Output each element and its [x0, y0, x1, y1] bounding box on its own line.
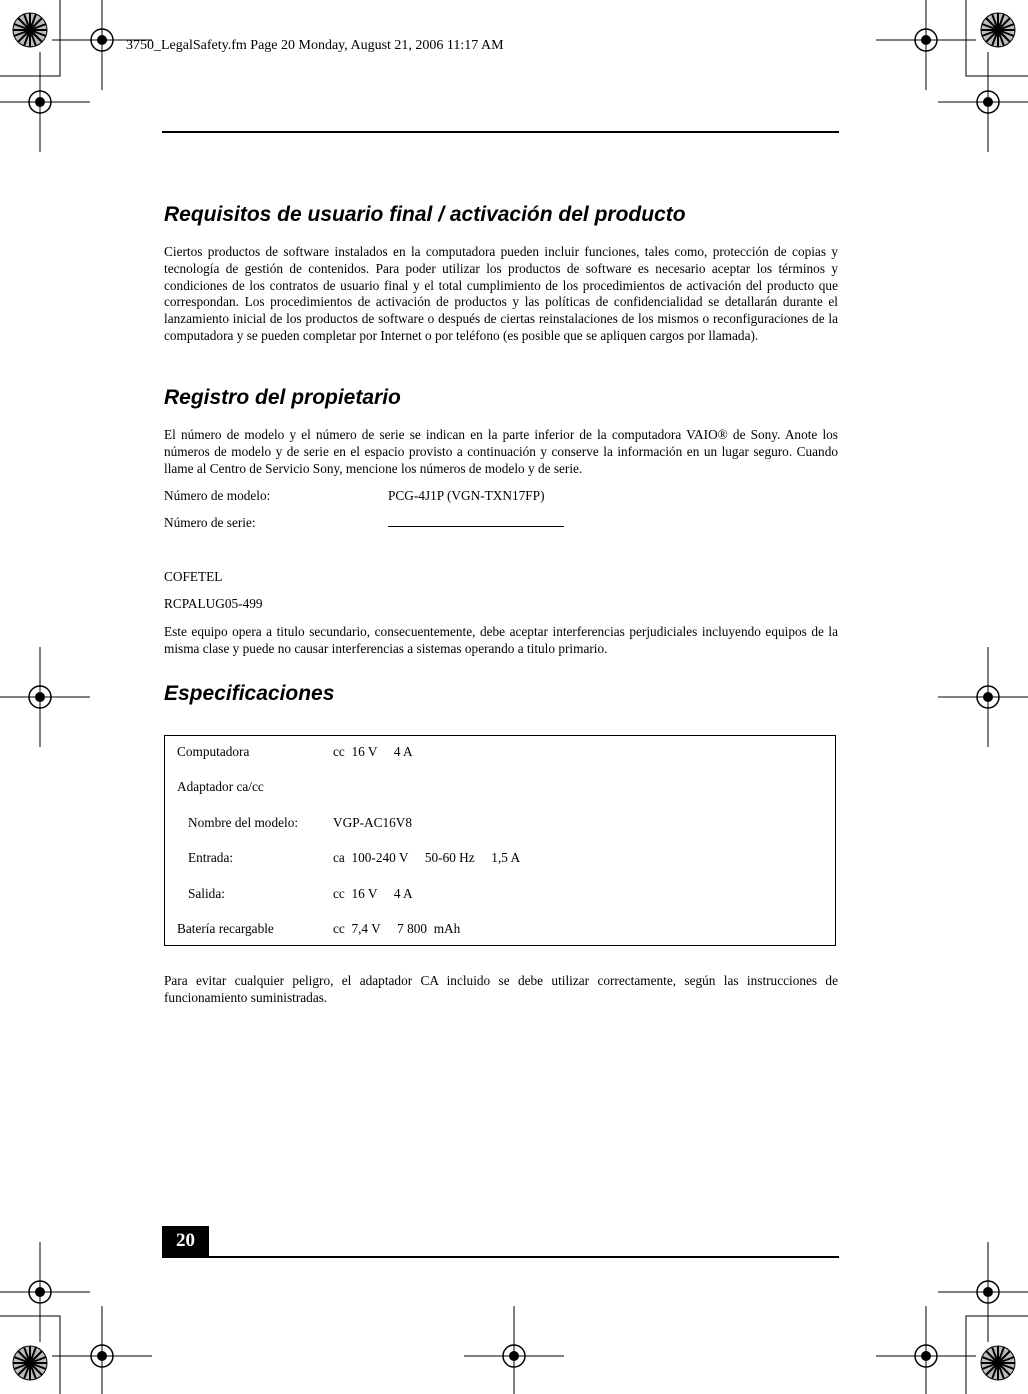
- section-title-registro: Registro del propietario: [164, 386, 401, 409]
- registro-body: El número de modelo y el número de serie se indican en la parte inferior de la computadora VAIO® de Sony. Anote los números de modelo y de serie en el espacio provisto a continuación y conserve la información en un lugar seguro. Cuando llame al Centro de Servicio Sony, mencione los números de modelo y de serie.: [164, 427, 838, 476]
- spec-value: cc 16 V 4 A: [333, 744, 413, 759]
- specifications-table: [164, 735, 836, 946]
- model-number-label: Número de modelo:: [164, 488, 271, 503]
- spec-label: Computadora: [177, 744, 250, 759]
- cofetel-body: Este equipo opera a titulo secundario, consecuentemente, debe aceptar interferencias perjudiciales incluyendo equipos de la misma clase y puede no causar interferencias a sistemas operando a titulo primario.: [164, 624, 838, 656]
- footer-rule: [162, 1256, 839, 1258]
- spec-row: [165, 744, 835, 764]
- header-rule: [162, 131, 839, 133]
- serial-number-label: Número de serie:: [164, 515, 256, 530]
- cofetel-label: COFETEL: [164, 569, 223, 584]
- file-stamp: 3750_LegalSafety.fm Page 20 Monday, August 21, 2006 11:17 AM: [126, 38, 504, 53]
- section-title-requisitos: Requisitos de usuario final / activación del producto: [164, 203, 686, 226]
- spec-label: Salida:: [188, 886, 225, 901]
- serial-number-blank-line: [388, 526, 564, 527]
- section-title-especificaciones: Especificaciones: [164, 682, 335, 705]
- spec-label: Nombre del modelo:: [188, 815, 299, 830]
- spec-row: [165, 886, 835, 906]
- spec-label: Adaptador ca/cc: [177, 779, 264, 794]
- page-number: 20: [162, 1226, 209, 1256]
- spec-row: [165, 779, 835, 799]
- spec-row: [165, 921, 835, 941]
- spec-value: VGP-AC16V8: [333, 815, 413, 830]
- requisitos-body: Ciertos productos de software instalados en la computadora pueden incluir funciones, tales como, protección de copias y tecnología de gestión de contenidos. Para poder utilizar los productos de software es necesario aceptar los términos y condiciones de los contratos de usuario final y el total cumplimiento de los procedimientos de activación del producto que correspondan. Los procedimientos de activación de productos y las políticas de confidencialidad se detallarán durante el lanzamiento inicial de los productos de software o después de ciertas reinstalaciones de los mismos o reconfiguraciones de la computadora y se pueden completar por Internet o por teléfono (es posible que se apliquen cargos por llamada).: [164, 244, 838, 343]
- spec-label: Batería recargable: [177, 921, 274, 936]
- cofetel-code: RCPALUG05-499: [164, 596, 263, 611]
- spec-row: [165, 850, 835, 870]
- spec-value: ca 100-240 V 50-60 Hz 1,5 A: [333, 850, 521, 865]
- model-number-value: PCG-4J1P (VGN-TXN17FP): [388, 488, 545, 503]
- specifications-note: Para evitar cualquier peligro, el adaptador CA incluido se debe utilizar correctamente, según las instrucciones de funcionamiento suministradas.: [164, 973, 838, 1005]
- spec-value: cc 16 V 4 A: [333, 886, 413, 901]
- spec-row: [165, 815, 835, 835]
- spec-value: cc 7,4 V 7 800 mAh: [333, 921, 461, 936]
- spec-label: Entrada:: [188, 850, 234, 865]
